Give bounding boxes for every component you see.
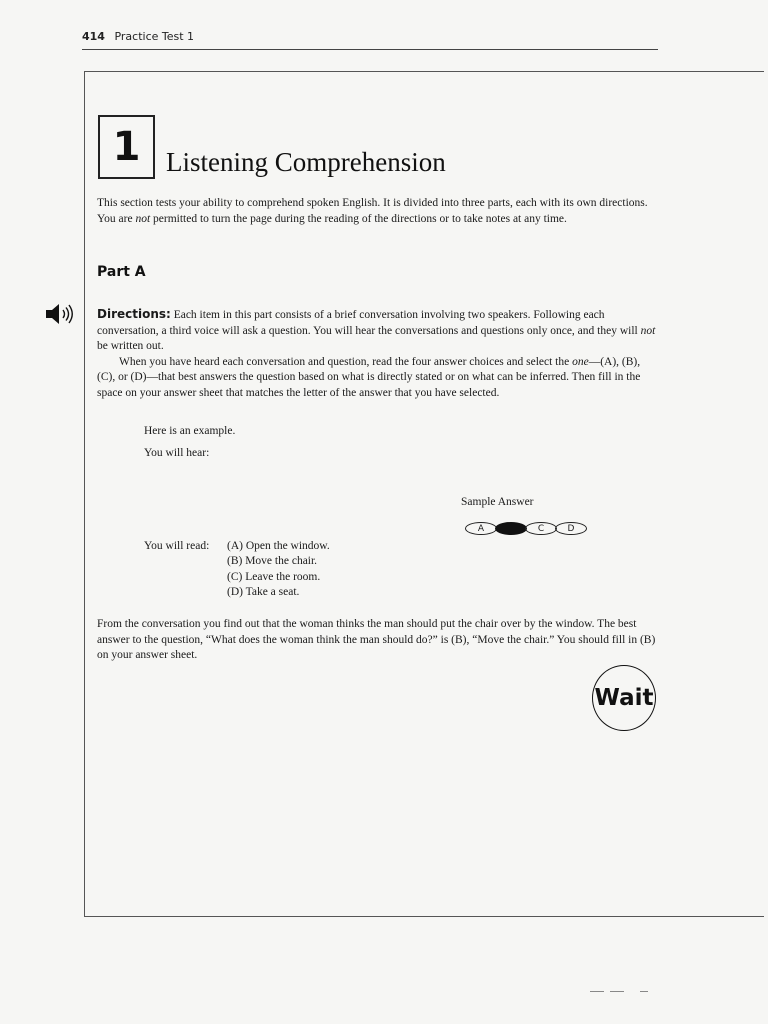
choice-a: (A) Open the window. (227, 540, 330, 552)
intro-paragraph (97, 196, 657, 227)
part-heading: Part A (97, 264, 146, 280)
example-intro: Here is an example. (144, 425, 236, 437)
directions-p1-start: Each item in this part consists of a brief conversation involving two speakers. Following each conversation, a third voice will ask a question. You will hear the conversations and questions only once, and they will (97, 309, 641, 337)
bubble-c: C (525, 522, 557, 535)
bubble-d: D (555, 522, 587, 535)
speaker-icon (44, 303, 76, 325)
scan-artifact (590, 991, 604, 992)
frame-top-rule (84, 71, 764, 72)
directions-p1-emphasis: not (640, 324, 656, 337)
section-number-box (98, 115, 155, 179)
directions-p2-emphasis: one (572, 355, 589, 368)
you-will-hear-label: You will hear: (144, 447, 210, 459)
section-title: Listening Comprehension (166, 147, 446, 177)
frame-left-rule (84, 71, 85, 917)
choice-b: (B) Move the chair. (227, 555, 318, 567)
bubble-a: A (465, 522, 497, 535)
scan-artifact (640, 991, 648, 992)
wait-label: Wait (594, 685, 654, 711)
page-number: 414 (82, 30, 105, 43)
directions-block (97, 307, 657, 401)
directions-paragraph-2 (97, 355, 657, 402)
header-rule (82, 49, 658, 50)
frame-bottom-rule (84, 916, 764, 917)
intro-text-end: permitted to turn the page during the reading of the directions or to take notes at any time. (150, 212, 567, 225)
sample-answer-label: Sample Answer (461, 496, 534, 508)
directions-lead: Directions: (97, 307, 171, 321)
wait-badge (592, 665, 656, 731)
intro-emphasis: not (135, 212, 151, 225)
directions-paragraph-1 (97, 307, 657, 355)
directions-p1-end: be written out. (97, 340, 164, 352)
sample-answer-bubbles (465, 521, 585, 536)
running-header (82, 30, 194, 43)
section-number: 1 (112, 124, 141, 170)
choice-d: (D) Take a seat. (227, 586, 300, 598)
intro-text-start: This section tests your ability to comprehend spoken English. It is divided into three parts, each with its own directions. You are (97, 197, 648, 225)
choice-c: (C) Leave the room. (227, 571, 321, 583)
directions-p2-start: When you have heard each conversation and question, read the four answer choices and select the (119, 355, 573, 368)
directions-p2-end: —(A), (B), (C), or (D)—that best answers the question based on what is directly stated or on what can be inferred. Then fill in the space on your answer sheet that matches the letter of the answer that you have selected. (97, 355, 641, 399)
explanation-paragraph: From the conversation you find out that the woman thinks the man should put the chair over by the window. The best answer to the question, “What does the woman think the man should do?” is (B), “Move the chair.” You should fill in (B) on your answer sheet. (97, 618, 656, 661)
bubble-b-filled (495, 522, 527, 535)
scan-artifact (610, 991, 624, 992)
running-title: Practice Test 1 (114, 30, 195, 43)
you-will-read-label: You will read: (144, 540, 210, 552)
